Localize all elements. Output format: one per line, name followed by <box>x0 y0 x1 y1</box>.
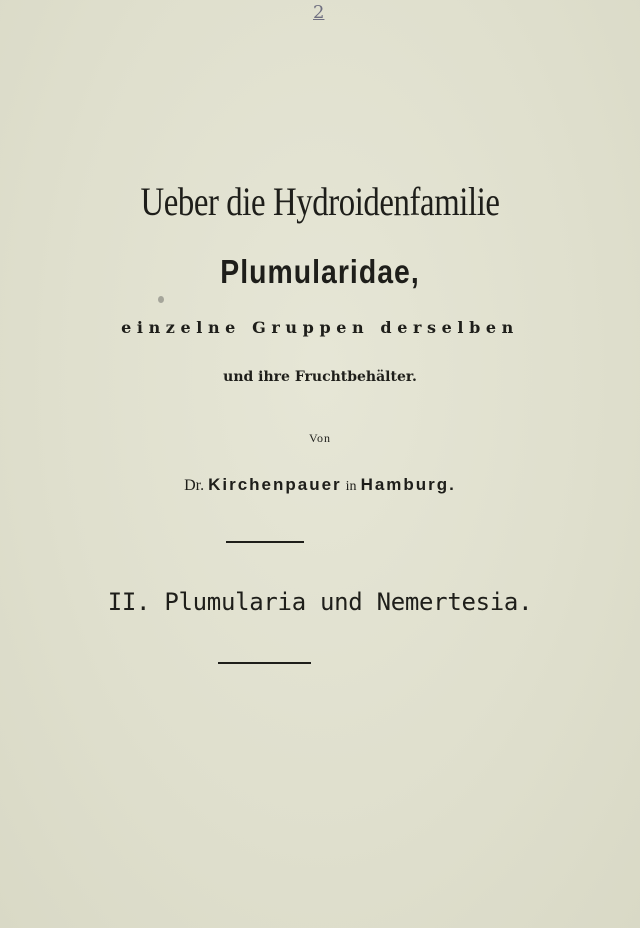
part-heading: II. Plumularia und Nemertesia. <box>107 588 533 616</box>
subtitle-line-2: und ihre Fruchtbehälter. <box>223 369 417 385</box>
divider-rule-1 <box>226 541 304 543</box>
author-prefix: Dr. <box>184 477 205 494</box>
author-line <box>0 475 640 495</box>
author-name: Kirchenpauer <box>208 475 342 494</box>
title-line-2: Plumularidae, <box>220 253 420 290</box>
author-preposition: in <box>345 479 357 494</box>
title-line-1: Ueber die Hydroidenfamilie <box>140 179 500 224</box>
subtitle-line-1: einzelne Gruppen derselben <box>121 318 519 337</box>
paper-speck <box>158 296 164 303</box>
divider-rule-2 <box>218 662 311 664</box>
author-city: Hamburg. <box>360 475 456 494</box>
pencil-page-number: 2 <box>313 2 325 23</box>
byline-von: Von <box>308 431 332 445</box>
